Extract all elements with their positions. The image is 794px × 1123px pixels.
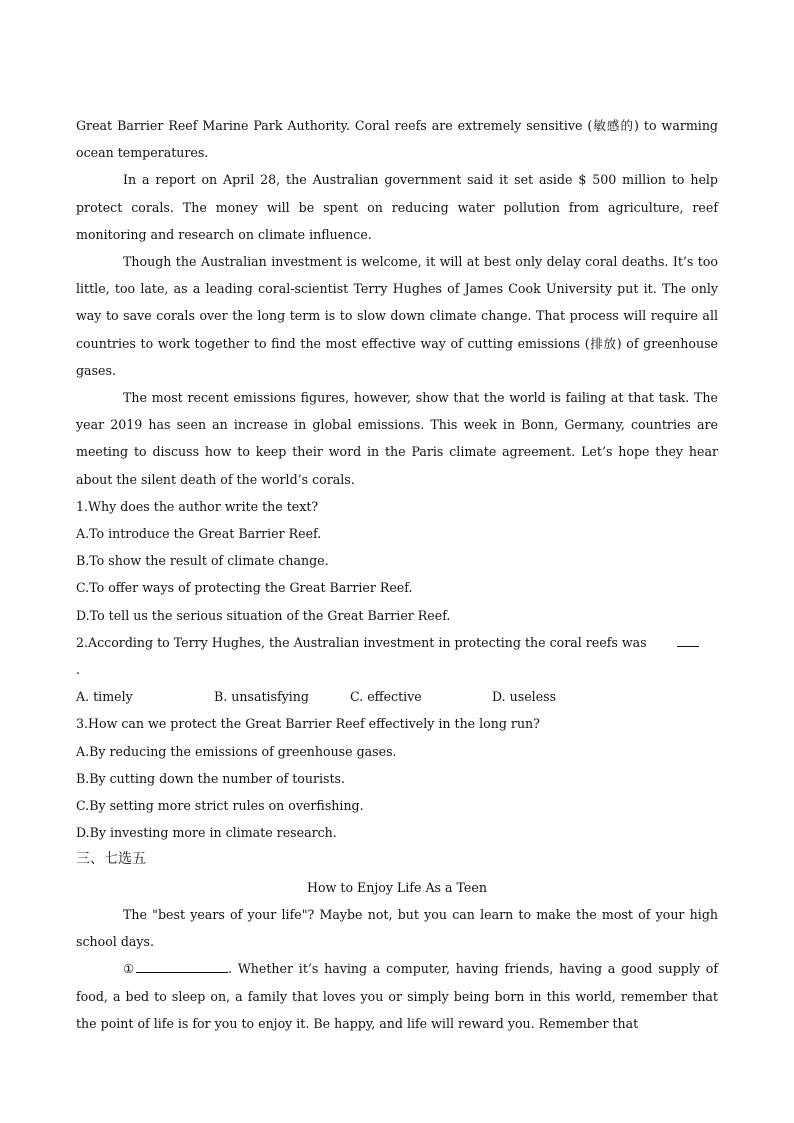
answer-blank	[136, 958, 228, 973]
question-2-option-a: A. timely	[76, 689, 133, 705]
question-1-option-a: A.To introduce the Great Barrier Reef.	[76, 526, 322, 542]
question-1-option-b: B.To show the result of climate change.	[76, 553, 329, 569]
question-1-stem: 1.Why does the author write the text?	[76, 498, 319, 514]
paragraph-text: . Whether it’s having a computer, having friends, having a good supply of food, a bed to sleep on, a family that loves you or simply being born in this world, remember that the point of life is for you to enjoy it. Be happy, and life will reward you. Remember that	[76, 961, 718, 1031]
question-3-option-a: A.By reducing the emissions of greenhouse gases.	[76, 743, 397, 759]
question-2-stem-end: .	[76, 662, 81, 678]
question-2-option-d: D. useless	[492, 689, 557, 705]
blank-marker: ①	[123, 961, 137, 977]
question-2-option-c: C. effective	[350, 689, 422, 705]
section-heading: 三、七选五	[76, 851, 146, 868]
passage-title: How to Enjoy Life As a Teen	[307, 879, 487, 895]
question-3-stem: 3.How can we protect the Great Barrier Reef effectively in the long run?	[76, 716, 540, 732]
question-3-option-c: C.By setting more strict rules on overfishing.	[76, 798, 364, 814]
passage-paragraph-with-blank	[76, 955, 718, 1037]
passage-paragraph: The "best years of your life"? Maybe not, but you can learn to make the most of your high school days.	[76, 906, 718, 950]
question-1-option-d: D.To tell us the serious situation of the Great Barrier Reef.	[76, 607, 451, 623]
question-2-stem-line	[76, 629, 718, 656]
question-3-option-d: D.By investing more in climate research.	[76, 825, 337, 841]
passage-paragraph: Though the Australian investment is welcome, it will at best only delay coral deaths. It’s too little, too late, as a leading coral-scientist Terry Hughes of James Cook University put it. The only way to save corals over the long term is to slow down climate change. That process will require all countries to work together to find the most effective way of cutting emissions (排放) of greenhouse gases.	[76, 254, 718, 378]
answer-blank	[677, 633, 699, 647]
passage-paragraph: The most recent emissions figures, however, show that the world is failing at that task. The year 2019 has seen an increase in global emissions. This week in Bonn, Germany, countries are meeting to discuss how to keep their word in the Paris climate agreement. Let’s hope they hear about the silent death of the world’s corals.	[76, 390, 718, 487]
passage-paragraph: Great Barrier Reef Marine Park Authority. Coral reefs are extremely sensitive (敏感的) to warming ocean temperatures.	[76, 118, 718, 161]
question-1-option-c: C.To offer ways of protecting the Great Barrier Reef.	[76, 580, 413, 596]
question-2-option-b: B. unsatisfying	[214, 689, 309, 705]
question-2-stem: 2.According to Terry Hughes, the Australian investment in protecting the coral reefs was	[76, 634, 647, 650]
passage-paragraph: In a report on April 28, the Australian government said it set aside $ 500 million to help protect corals. The money will be spent on reducing water pollution from agriculture, reef monitoring and research on climate influence.	[76, 172, 718, 242]
question-3-option-b: B.By cutting down the number of tourists.	[76, 770, 346, 786]
question-2-options	[76, 683, 718, 710]
